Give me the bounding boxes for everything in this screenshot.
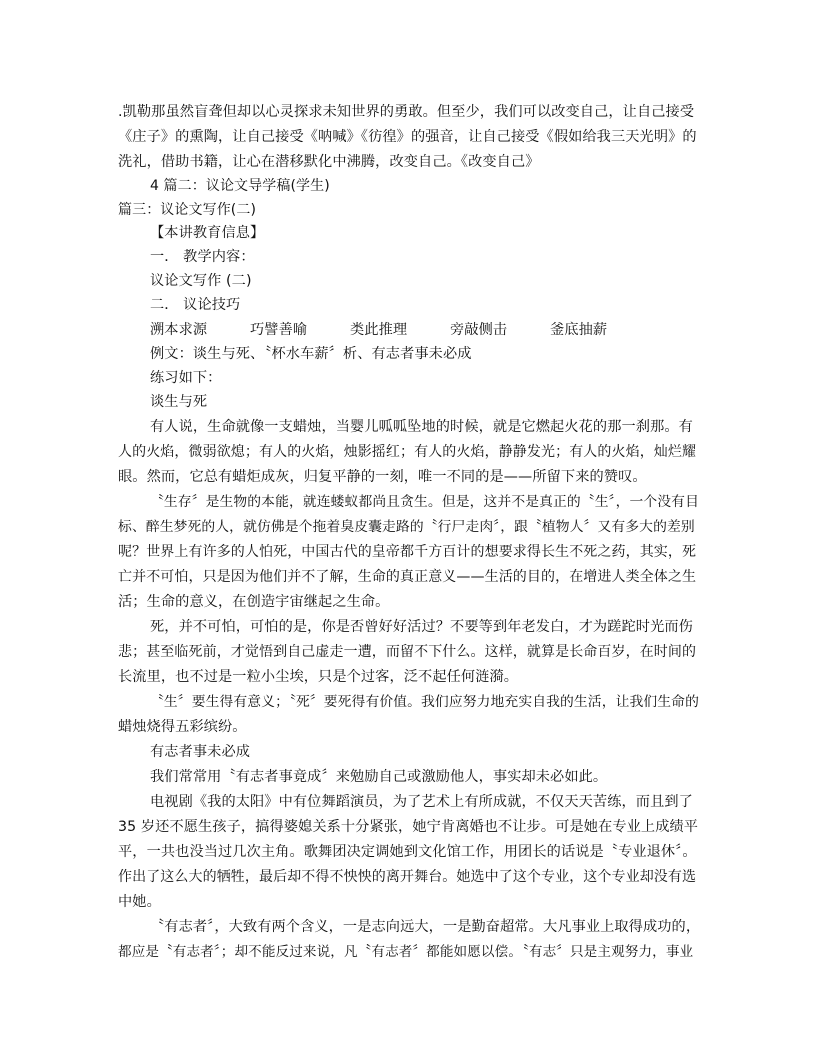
text-line: 二． 议论技巧 — [150, 297, 241, 313]
text-line: 有人说，生命就像一支蜡烛，当婴儿呱呱坠地的时候，就是它燃起火花的那一刹那。有 — [150, 419, 693, 435]
text-line: 眼。然而，它总有蜡炬成灰，归复平静的一刻，唯一不同的是——所留下来的赞叹。 — [118, 469, 647, 485]
text-line: 例文：谈生与死、〝杯水车薪〞析、有志者事未必成 — [150, 346, 472, 362]
text-line: 长流里，也不过是一粒小尘埃，只是个过客，泛不起任何涟漪。 — [118, 669, 519, 685]
text-line: 〝有志者〞，大致有两个含义，一是志向远大，一是勤奋超常。大凡事业上取得成功的， — [150, 919, 701, 935]
text-line: 35 岁还不愿生孩子，搞得婆媳关系十分紧张，她宁肯离婚也不让步。可是她在专业上成绩平 — [118, 819, 699, 835]
text-line: 议论文写作 (二) — [150, 273, 252, 289]
text-line: 中她。 — [118, 894, 161, 910]
text-line: 《庄子》的熏陶，让自己接受《呐喊》《彷徨》的强音，让自己接受《假如给我三天光明》的 — [118, 129, 697, 145]
text-line: 都应是〝有志者〞；却不能反过来说，凡〝有志者〞都能如愿以偿。〝有志〞只是主观努力，事业 — [118, 944, 694, 960]
text-line: 蜡烛烧得五彩缤纷。 — [118, 719, 247, 735]
text-line: 标、醉生梦死的人，就仿佛是个拖着臭皮囊走路的〝行尸走肉〞，跟〝植物人〞又有多大的差别 — [118, 519, 695, 535]
text-line: 死，并不可怕，可怕的是，你是否曾好好活过？不要等到年老发白，才为蹉跎时光而伤 — [150, 619, 693, 635]
text-line: 〝生〞要生得有意义；〝死〞要死得有价值。我们应努力地充实自我的生活，让我们生命的 — [150, 694, 699, 710]
text-line: 我们常常用〝有志者事竟成〞来勉励自己或激励他人，事实却未必如此。 — [150, 769, 608, 785]
essay-title: 有志者事未必成 — [150, 744, 251, 760]
text-line: 【本讲教育信息】 — [150, 225, 265, 241]
text-line: 作出了这么大的牺牲，最后却不得不怏怏的离开舞台。她选中了这个专业，这个专业却没有选 — [118, 869, 697, 885]
text-line: 人的火焰，微弱欲熄；有人的火焰，烛影摇红；有人的火焰，静静发光；有人的火焰，灿烂耀 — [118, 444, 697, 460]
text-line: 一． 教学内容： — [150, 249, 255, 265]
technique-list: 溯本求源 巧譬善喻 类此推理 旁敲侧击 釜底抽薪 — [150, 322, 608, 338]
section-heading: 篇三：议论文写作(二) — [118, 202, 257, 218]
text-line: .凯勒那虽然盲聋但却以心灵探求未知世界的勇敢。但至少，我们可以改变自己，让自己接受 — [118, 104, 695, 120]
text-line: 练习如下： — [150, 370, 222, 386]
essay-title: 谈生与死 — [150, 394, 208, 410]
text-line: 洗礼，借助书籍，让心在潜移默化中沸腾，改变自己。《改变自己》 — [118, 154, 540, 170]
section-heading: 4 篇二：议论文导学稿(学生) — [150, 178, 330, 194]
text-line: 悲；甚至临死前，才觉悟到自己虚走一遭，而留不下什么。这样，就算是长命百岁，在时间的 — [118, 644, 697, 660]
text-line: 呢？世界上有许多的人怕死，中国古代的皇帝都千方百计的想要求得长生不死之药，其实，死 — [118, 544, 697, 560]
text-line: 亡并不可怕，只是因为他们并不了解，生命的真正意义——生活的目的，在增进人类全体之生 — [118, 569, 697, 585]
text-line: 平，一共也没当过几次主角。歌舞团决定调她到文化馆工作，用团长的话说是〝专业退休〞。 — [118, 844, 697, 860]
text-line: 活；生命的意义，在创造宇宙继起之生命。 — [118, 594, 390, 610]
text-line: 电视剧《我的太阳》中有位舞蹈演员，为了艺术上有所成就，不仅天天苦练，而且到了 — [150, 794, 693, 810]
text-line: 〝生存〞是生物的本能，就连蝼蚁都尚且贪生。但是，这并不是真正的〝生〞，一个没有目 — [150, 494, 699, 510]
